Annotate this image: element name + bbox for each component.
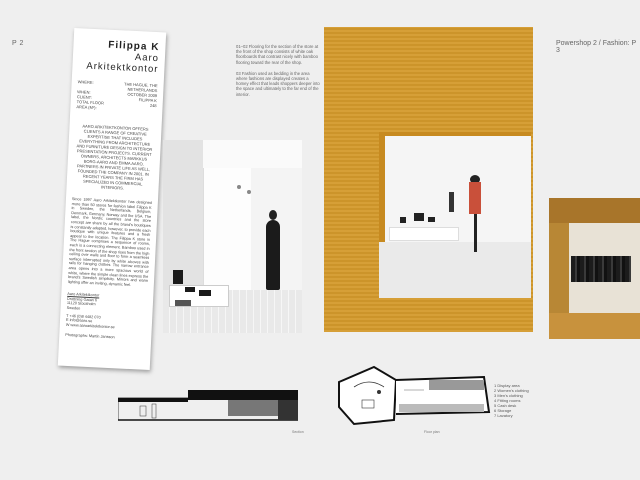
meta-value: FILIPPA K <box>138 97 157 104</box>
section-title: Powershop 2 / Fashion: <box>556 40 630 47</box>
spotlight <box>237 185 241 189</box>
mannequin <box>266 220 280 290</box>
caption-1: 01–02 Flooring for the section of the store at the front of the shop consists of white oak floorboards that contrast nicely with bamboo flooring toward the rear of the shop. <box>236 44 319 65</box>
photo-credit: Photographs: Martin Jansson <box>65 333 115 340</box>
legend-item: 4 Fitting rooms <box>494 398 521 403</box>
project-description: Since 1997 Aaro Arkitektkontor has designed more than 50 stores for fashion label Filippa K in Sweden, the Netherlands, Belgium, Denmark, Germany, Norway and the USA. The label, the Nordic countries and the store concept are share by all the brand's boutiques is constantly adapted, however, to provide each boutique with unique features and a fresh appeal to the location. The Filippa K store in The Hague comprises a sequence of rooms, each is a connecting element. Bamboo used in the front section of the shop rises from the high ceiling over walls and floor to form a seamless surface interrupted only by white alcoves with rails for hanging clothes. The narrow entrance area opens into a more spacious world of white, where the simple clean lines express the brand's Swedish simplicity. Mirrors and warm lighting offer an inviting, dynamic feel. <box>67 197 152 287</box>
wood-floor <box>549 313 640 339</box>
mannequin-stand <box>474 214 477 252</box>
telephone: T +46 (0)8 4482 070 <box>66 313 101 320</box>
project-info-card <box>58 28 166 370</box>
architect-name-line1: Aaro <box>134 51 160 65</box>
legend-item: 6 Storage <box>494 408 512 413</box>
wood-ceiling <box>549 198 640 223</box>
brand-name: Filippa K <box>108 39 160 54</box>
meta-label: WHERE: <box>77 79 94 85</box>
page-number-right: P 3 <box>556 40 637 54</box>
firm-name: Aaro Arkitektkontor <box>67 292 100 298</box>
interior-photo-wood-frame <box>324 27 533 332</box>
center-wall <box>203 168 251 290</box>
country: Sweden <box>66 305 81 311</box>
firm-description: AARO ARKITEKTKONTOR OFFERS CLIENTS A RANGE OF CREATIVE EXPERTISE THAT INCLUDES EVERYTHING FROM ARCHITECTURE AND FURNITURE DESIGN TO INTERIOR PRESENTATION PROJECTS. CURRENT OWNERS, ARCHITECTS MARKKUS BORG-AARO AND EMMA AARO, PARTNERS IN PRIVATE LIFE AS WELL, FOUNDED THE COMPANY IN 2001. IN RECENT YEARS THE FIRM HAS SPECIALIZED IN COMMERCIAL INTERIORS. <box>76 123 153 191</box>
red-dress-mannequin <box>469 182 481 214</box>
street: Drottning Gatan 6 <box>66 296 98 303</box>
legend-item: 1 Display area <box>494 383 520 388</box>
legend-item: 5 Cash desk <box>494 403 517 408</box>
meta-label: CLIENT: <box>76 94 92 100</box>
project-meta <box>76 79 157 113</box>
clothing-rack <box>571 256 631 282</box>
floor-plan-drawing <box>334 362 494 432</box>
meta-label: TOTAL FLOOR AREA (M²): <box>76 99 105 111</box>
page-number-left: P 2 <box>12 40 24 47</box>
folded-clothes <box>175 300 191 306</box>
meta-label: WHEN: <box>77 89 91 95</box>
spotlight <box>247 190 251 194</box>
legend-item: 3 Men's clothing <box>494 393 523 398</box>
legend-item: 7 Lavatory <box>494 413 513 418</box>
white-floor <box>379 242 531 298</box>
website: W www.aaroarkitektkontor.se <box>65 322 115 330</box>
contact-block <box>66 292 148 331</box>
bag-display <box>199 290 211 296</box>
white-bench <box>389 227 459 241</box>
boot-display <box>173 270 183 284</box>
email: E info@aaro.se <box>65 318 93 324</box>
shoe-display <box>185 287 195 292</box>
mannequin-head <box>269 210 277 220</box>
interior-photo-clothing-rack <box>549 198 640 339</box>
mannequin-dark <box>449 192 454 212</box>
section-label: Section <box>292 430 304 434</box>
photo-captions <box>236 44 320 103</box>
section-header <box>556 40 640 54</box>
meta-value: OCTOBER 2009 <box>127 91 158 99</box>
shoe-display <box>400 217 406 223</box>
meta-value: 248 <box>149 102 157 109</box>
section-drawing <box>118 386 298 426</box>
shoe-display <box>428 217 435 222</box>
legend-item: 2 Women's clothing <box>494 388 529 393</box>
bag-display <box>414 213 424 221</box>
plan-label: Floor plan <box>424 430 440 434</box>
card-title <box>78 38 160 75</box>
caption-2: 03 Fashion used as bedding in the area where fashions are displayed creates a homey effect that leads shoppers deeper into the space and ultimately to the far end of the interior. <box>236 70 320 97</box>
plan-legend <box>494 383 529 418</box>
interior-photo-white <box>163 140 302 333</box>
meta-value: THE HAGUE, THE NETHERLANDS <box>124 81 158 94</box>
architect-name-line2: Arkitektkontor <box>86 60 159 76</box>
city: 11120 Stockholm <box>66 301 96 307</box>
